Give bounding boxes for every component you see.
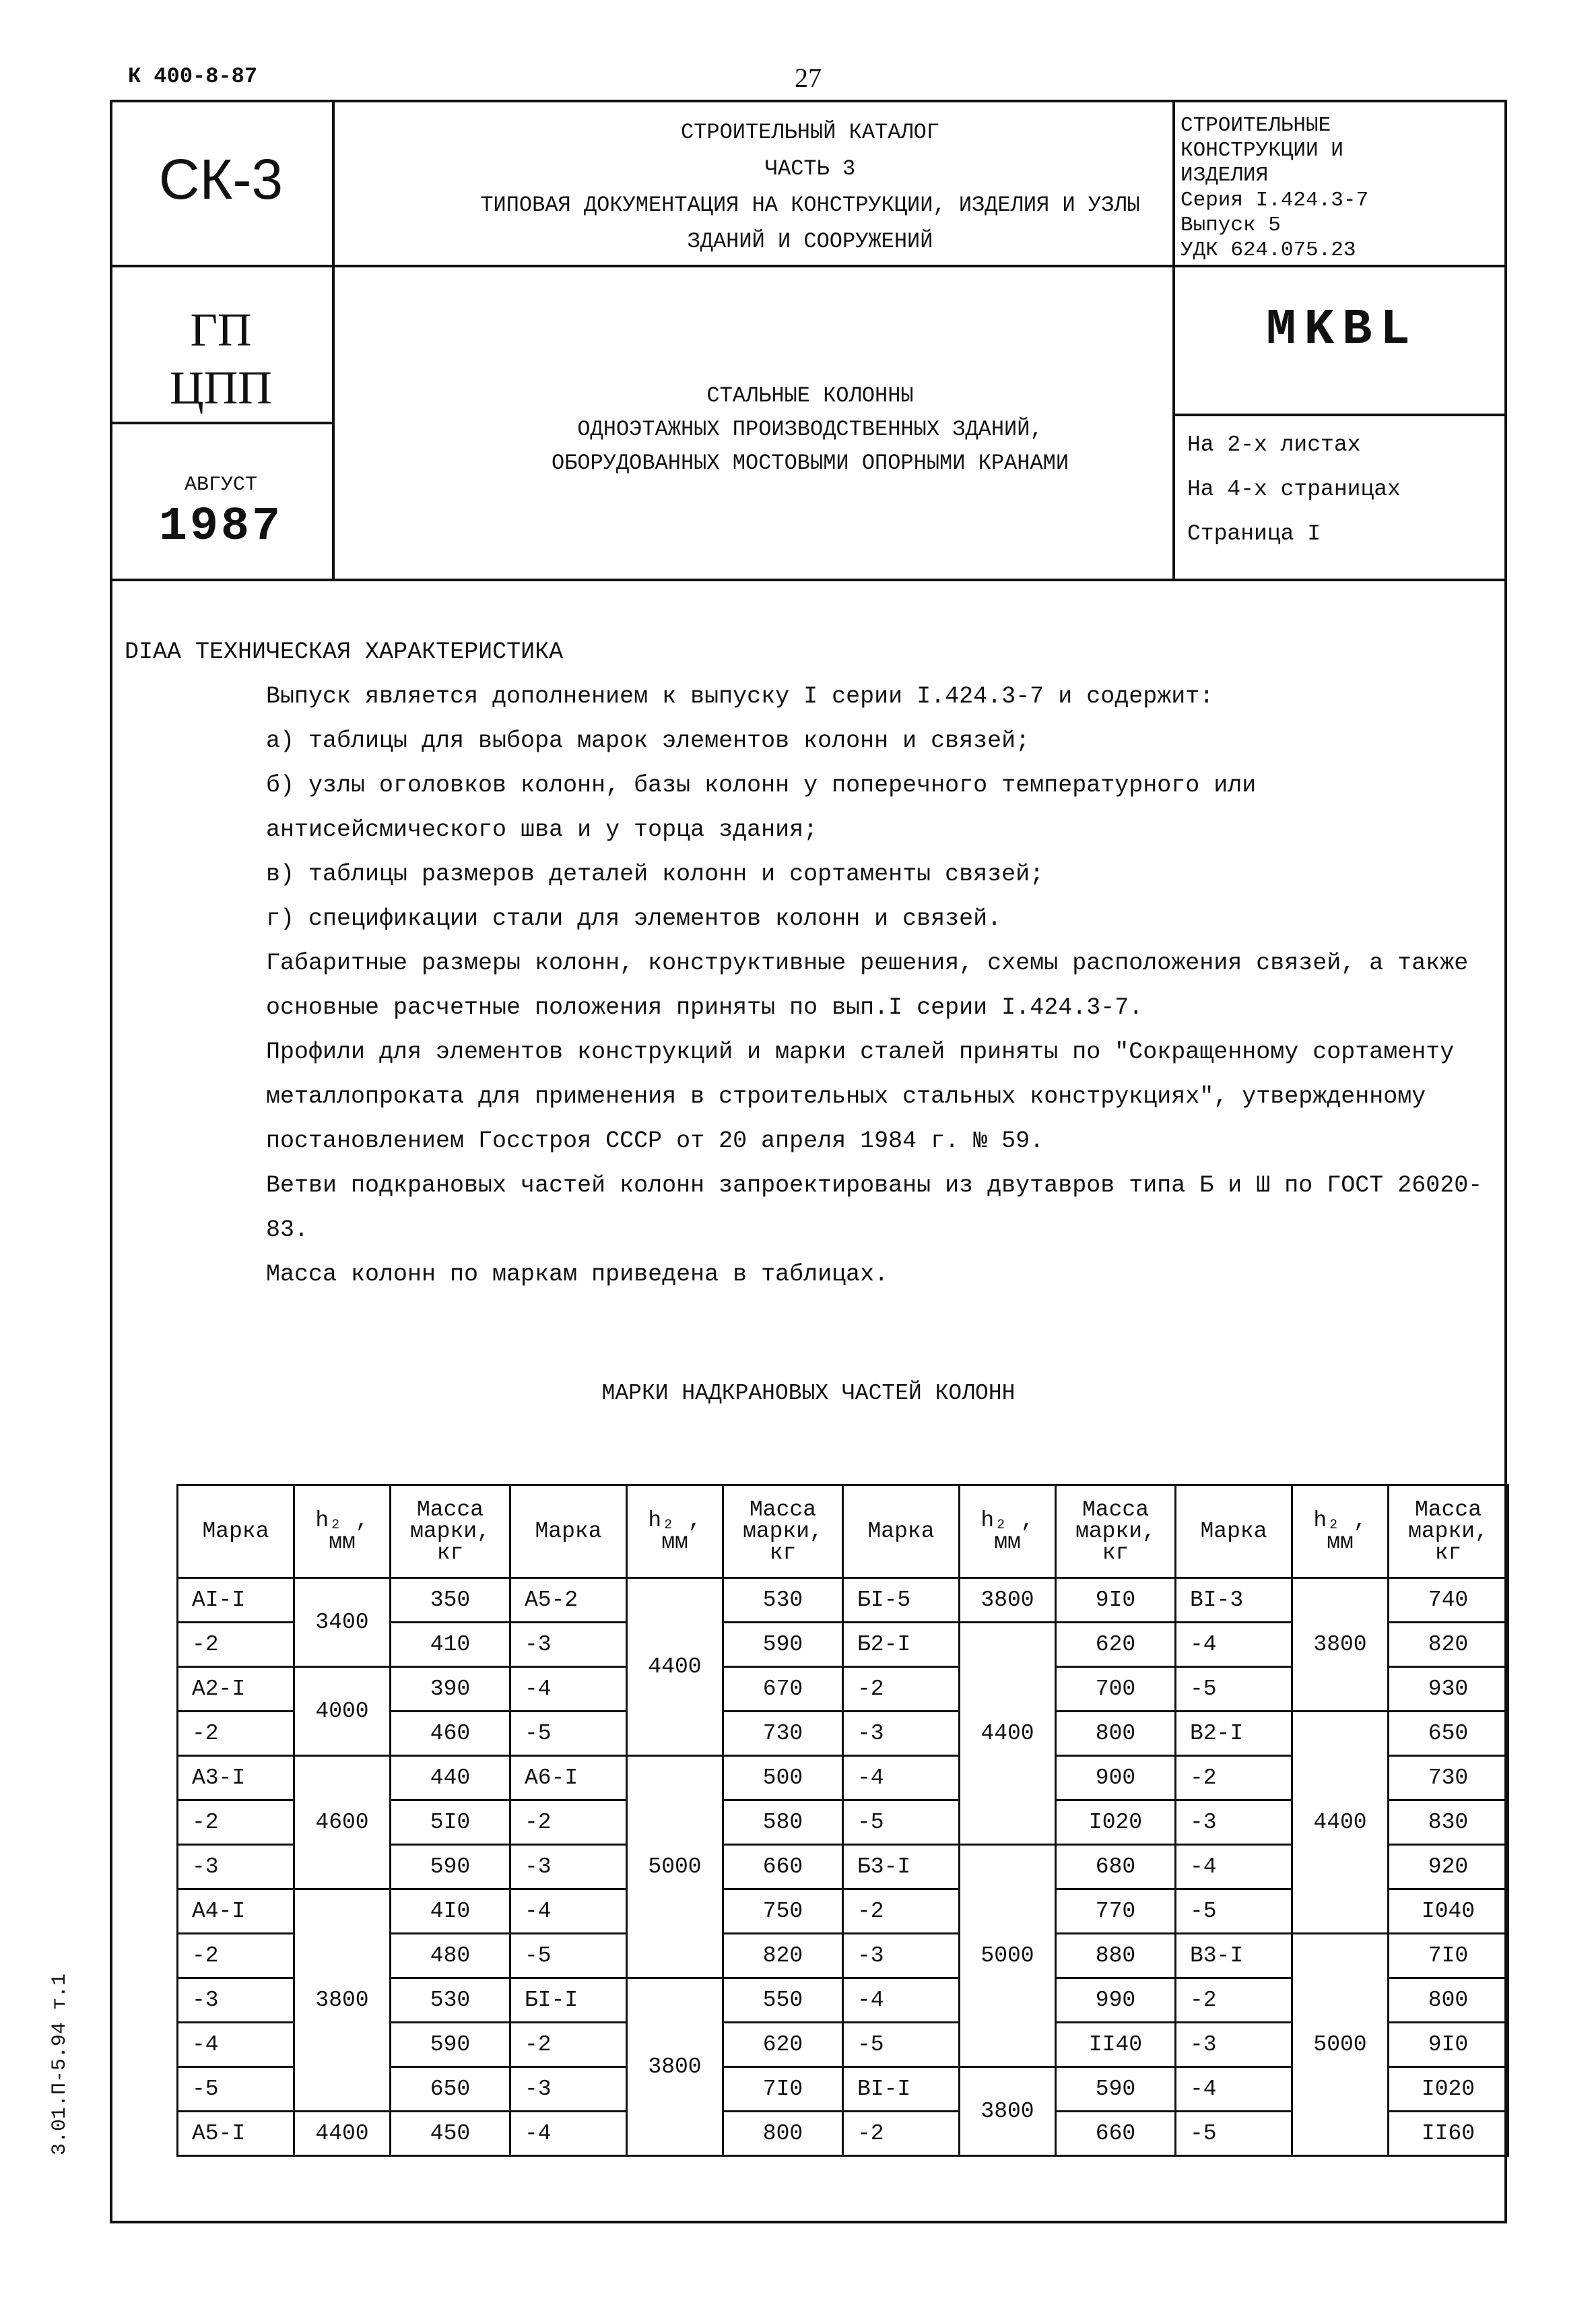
- page-number: 27: [795, 63, 822, 93]
- cell-mark: -2: [843, 1667, 960, 1712]
- cell-mass: 620: [1056, 1623, 1176, 1667]
- catalog-title: [332, 115, 1288, 260]
- series-line: СТРОИТЕЛЬНЫЕ: [1181, 114, 1331, 137]
- cell-mark: B2-I: [1176, 1712, 1292, 1756]
- cell-mass: 7I0: [1389, 1934, 1508, 1978]
- cell-mark: -4: [510, 1667, 627, 1712]
- cell-mark: -4: [510, 1889, 627, 1934]
- cell-mass: 880: [1056, 1934, 1176, 1978]
- title-block: [110, 100, 1507, 581]
- cell-mass: 620: [723, 2023, 843, 2067]
- cell-mass: 920: [1389, 1845, 1508, 1889]
- cell-height: 3800: [960, 1578, 1056, 1623]
- cell-mark: -3: [1176, 2023, 1292, 2067]
- table-title: МАРКИ НАДКРАНОВЫХ ЧАСТЕЙ КОЛОНН: [601, 1381, 1016, 1406]
- cell-mass: 730: [1389, 1756, 1508, 1800]
- header-mass-label: Масса марки,: [410, 1497, 490, 1544]
- series-line: УДК 624.075.23: [1181, 238, 1356, 262]
- cell-mass: 740: [1389, 1578, 1508, 1623]
- cell-mass: 660: [1056, 2112, 1176, 2156]
- cell-mark: -4: [178, 2023, 294, 2067]
- header-height: [1292, 1485, 1389, 1578]
- cell-mass: 830: [1389, 1800, 1508, 1845]
- cell-mass: 410: [391, 1623, 510, 1667]
- cell-mark: -4: [1176, 1623, 1292, 1667]
- header-height-label: h₂ ,: [648, 1507, 702, 1533]
- cell-mark: -5: [510, 1934, 627, 1978]
- series-line: Серия I.424.3-7: [1181, 189, 1369, 212]
- year: 1987: [158, 500, 284, 554]
- catalog-line: ЗДАНИЙ И СООРУЖЕНИЙ: [687, 229, 933, 254]
- cell-mark: -3: [510, 2067, 627, 2112]
- cell-mark: -4: [843, 1978, 960, 2023]
- cell-mass: 590: [391, 1845, 510, 1889]
- header-height: [960, 1485, 1056, 1578]
- cell-mark: BI-3: [1176, 1578, 1292, 1623]
- cell-mark: -4: [1176, 2067, 1292, 2112]
- table-header-row: [178, 1485, 1508, 1578]
- header-mark: Марка: [843, 1485, 960, 1578]
- header-mass: [391, 1485, 510, 1578]
- cell-mass: 670: [723, 1667, 843, 1712]
- series-info: [1181, 113, 1504, 263]
- cell-mark: -3: [178, 1978, 294, 2023]
- org-line: ГП: [190, 304, 252, 356]
- paragraph: Выпуск является дополнением к выпуску I серии I.424.3-7 и содержит:: [266, 683, 1214, 710]
- header-mass: [1056, 1485, 1176, 1578]
- cell-mark: -4: [510, 2112, 627, 2156]
- cell-mark: БI-5: [843, 1578, 960, 1623]
- cell-height: 4400: [1292, 1712, 1389, 1934]
- section-title: DIAA ТЕХНИЧЕСКАЯ ХАРАКТЕРИСТИКА: [125, 639, 564, 665]
- header-mass-unit: кг: [1434, 1540, 1462, 1565]
- sheet-line: На 2-х листах: [1187, 432, 1361, 457]
- cell-mark: A6-I: [510, 1756, 627, 1800]
- cell-mark: -5: [843, 1800, 960, 1845]
- cell-mark: Б3-I: [843, 1845, 960, 1889]
- header-mass-unit: кг: [1102, 1540, 1129, 1565]
- cell-mass: I040: [1389, 1889, 1508, 1934]
- technical-description: [125, 630, 1492, 1297]
- cell-mass: 990: [1056, 1978, 1176, 2023]
- cell-height: 3800: [1292, 1578, 1389, 1712]
- list-item: б) узлы оголовков колонн, базы колонн у поперечного температурного или антисейсмического шва и у торца здания;: [266, 772, 1257, 843]
- header-mass-label: Масса марки,: [1075, 1497, 1156, 1544]
- list-item: г) спецификации стали для элементов колонн и связей.: [266, 905, 1002, 932]
- cell-mass: 590: [1056, 2067, 1176, 2112]
- header-height: [627, 1485, 723, 1578]
- cell-mark: A5-2: [510, 1578, 627, 1623]
- cell-mark: -3: [178, 1845, 294, 1889]
- document-code: К 400-8-87: [128, 64, 258, 89]
- cell-mark: -4: [1176, 1845, 1292, 1889]
- header-height-label: h₂ ,: [315, 1507, 369, 1533]
- document-code-mkbl: MKBL: [1266, 302, 1418, 358]
- cell-mark: Б2-I: [843, 1623, 960, 1667]
- header-height-label: h₂ ,: [1313, 1507, 1367, 1533]
- list-item: в) таблицы размеров деталей колонн и сортаменты связей;: [266, 861, 1044, 888]
- series-line: ИЗДЕЛИЯ: [1181, 164, 1269, 187]
- cell-mass: 930: [1389, 1667, 1508, 1712]
- cell-mark: -5: [510, 1712, 627, 1756]
- month: АВГУСТ: [184, 474, 258, 496]
- cell-mark: -2: [1176, 1756, 1292, 1800]
- cell-mark: A2-I: [178, 1667, 294, 1712]
- cell-height: 5000: [960, 1845, 1056, 2067]
- header-height-unit: мм: [661, 1529, 688, 1555]
- cell-mass: 550: [723, 1978, 843, 2023]
- cell-mass: 820: [723, 1934, 843, 1978]
- cell-mass: 800: [1389, 1978, 1508, 2023]
- cell-mass: 530: [391, 1978, 510, 2023]
- cell-mass: 770: [1056, 1889, 1176, 1934]
- header-height: [294, 1485, 391, 1578]
- cell-mark: -3: [510, 1845, 627, 1889]
- cell-mass: II60: [1389, 2112, 1508, 2156]
- header-height-label: h₂ ,: [980, 1507, 1034, 1533]
- catalog-code: СК-3: [158, 148, 284, 211]
- catalog-line: ЧАСТЬ 3: [764, 156, 856, 181]
- header-mark: Марка: [178, 1485, 294, 1578]
- cell-mass: 9I0: [1389, 2023, 1508, 2067]
- cell-mark: БI-I: [510, 1978, 627, 2023]
- org-name: [110, 302, 332, 418]
- sheet-line: На 4-х страницах: [1187, 477, 1401, 502]
- cell-mass: 530: [723, 1578, 843, 1623]
- sheet-line: Страница I: [1187, 521, 1321, 546]
- cell-mark: -2: [510, 2023, 627, 2067]
- cell-mark: -2: [510, 1800, 627, 1845]
- cell-height: 4400: [294, 2112, 391, 2156]
- cell-height: 5000: [627, 1756, 723, 1978]
- cell-mass: 5I0: [391, 1800, 510, 1845]
- cell-height: 3800: [960, 2067, 1056, 2156]
- sheet-info: [1187, 423, 1401, 556]
- cell-mass: 820: [1389, 1623, 1508, 1667]
- header-mass-unit: кг: [769, 1540, 797, 1565]
- title-line: ОБОРУДОВАННЫХ МОСТОВЫМИ ОПОРНЫМИ КРАНАМИ: [551, 451, 1069, 476]
- series-line: Выпуск 5: [1181, 214, 1281, 237]
- cell-mass: I020: [1389, 2067, 1508, 2112]
- cell-height: 4400: [627, 1578, 723, 1756]
- cell-mark: -2: [843, 1889, 960, 1934]
- cell-mark: -3: [1176, 1800, 1292, 1845]
- cell-mark: -2: [843, 2112, 960, 2156]
- cell-mark: B3-I: [1176, 1934, 1292, 1978]
- header-mark: Марка: [510, 1485, 627, 1578]
- cell-mass: 9I0: [1056, 1578, 1176, 1623]
- catalog-line: ТИПОВАЯ ДОКУМЕНТАЦИЯ НА КОНСТРУКЦИИ, ИЗДЕЛИЯ И УЗЛЫ: [480, 193, 1140, 218]
- title-line: СТАЛЬНЫЕ КОЛОННЫ: [706, 383, 914, 408]
- catalog-line: СТРОИТЕЛЬНЫЙ КАТАЛОГ: [680, 120, 940, 145]
- cell-mass: 500: [723, 1756, 843, 1800]
- cell-mark: -3: [843, 1934, 960, 1978]
- paragraph: Профили для элементов конструкций и марки сталей приняты по "Сокращенному сортаменту металлопроката для применения в строительных стальных конструкциях", утвержденному постановлением Госстроя СССР от 20 апреля 1984 г. № 59.: [266, 1039, 1455, 1154]
- cell-mass: 580: [723, 1800, 843, 1845]
- cell-mark: -5: [178, 2067, 294, 2112]
- paragraph: Масса колонн по маркам приведена в таблицах.: [266, 1261, 889, 1288]
- cell-mass: 750: [723, 1889, 843, 1934]
- cell-height: 4600: [294, 1756, 391, 1889]
- header-height-unit: мм: [994, 1529, 1021, 1555]
- cell-mark: -5: [1176, 1667, 1292, 1712]
- cell-mark: -5: [1176, 1889, 1292, 1934]
- cell-mark: -3: [843, 1712, 960, 1756]
- cell-mass: 350: [391, 1578, 510, 1623]
- list-item: а) таблицы для выбора марок элементов колонн и связей;: [266, 727, 1030, 754]
- table-row: [178, 1578, 1508, 1623]
- cell-mass: 390: [391, 1667, 510, 1712]
- header-height-unit: мм: [329, 1529, 356, 1555]
- cell-mass: 730: [723, 1712, 843, 1756]
- cell-mass: 440: [391, 1756, 510, 1800]
- cell-mark: -5: [1176, 2112, 1292, 2156]
- cell-mark: -2: [178, 1712, 294, 1756]
- cell-mass: 650: [1389, 1712, 1508, 1756]
- title-line: ОДНОЭТАЖНЫХ ПРОИЗВОДСТВЕННЫХ ЗДАНИЙ,: [577, 417, 1043, 442]
- cell-mark: -4: [843, 1756, 960, 1800]
- cell-height: 4000: [294, 1667, 391, 1756]
- cell-mark: BI-I: [843, 2067, 960, 2112]
- cell-mark: -2: [178, 1623, 294, 1667]
- document-title: [332, 379, 1288, 480]
- cell-mass: 480: [391, 1934, 510, 1978]
- column-marks-table: [176, 1484, 1509, 2157]
- cell-mark: A5-I: [178, 2112, 294, 2156]
- cell-mass: 700: [1056, 1667, 1176, 1712]
- cell-mark: -2: [1176, 1978, 1292, 2023]
- cell-mass: 800: [1056, 1712, 1176, 1756]
- header-mass-label: Масса марки,: [743, 1497, 823, 1544]
- cell-mass: 4I0: [391, 1889, 510, 1934]
- paragraph: Ветви подкрановых частей колонн запроектированы из двутавров типа Б и Ш по ГОСТ 26020-83.: [266, 1172, 1483, 1243]
- cell-mass: 7I0: [723, 2067, 843, 2112]
- header-height-unit: мм: [1327, 1529, 1354, 1555]
- cell-mark: A4-I: [178, 1889, 294, 1934]
- cell-mass: 650: [391, 2067, 510, 2112]
- cell-mass: 680: [1056, 1845, 1176, 1889]
- cell-mark: -5: [843, 2023, 960, 2067]
- side-code: 3.01.П-5.94 т.1: [48, 1973, 71, 2155]
- cell-mark: A3-I: [178, 1756, 294, 1800]
- cell-mass: 450: [391, 2112, 510, 2156]
- header-mass: [1389, 1485, 1508, 1578]
- cell-mark: AI-I: [178, 1578, 294, 1623]
- cell-mass: II40: [1056, 2023, 1176, 2067]
- cell-height: 3800: [627, 1978, 723, 2156]
- cell-mass: 660: [723, 1845, 843, 1889]
- paragraph: Габаритные размеры колонн, конструктивные решения, схемы расположения связей, а также основные расчетные положения приняты по вып.I серии I.424.3-7.: [266, 950, 1469, 1021]
- cell-mark: -2: [178, 1934, 294, 1978]
- cell-mass: 590: [723, 1623, 843, 1667]
- cell-height: 4400: [960, 1623, 1056, 1845]
- series-line: КОНСТРУКЦИИ И: [1181, 139, 1343, 162]
- cell-mass: 800: [723, 2112, 843, 2156]
- cell-mark: -2: [178, 1800, 294, 1845]
- header-mark: Марка: [1176, 1485, 1292, 1578]
- cell-mass: I020: [1056, 1800, 1176, 1845]
- header-mass-label: Масса марки,: [1408, 1497, 1488, 1544]
- header-mass: [723, 1485, 843, 1578]
- cell-mass: 460: [391, 1712, 510, 1756]
- cell-mass: 900: [1056, 1756, 1176, 1800]
- header-mass-unit: кг: [436, 1540, 464, 1565]
- cell-height: 3400: [294, 1578, 391, 1667]
- cell-mass: 590: [391, 2023, 510, 2067]
- cell-mark: -3: [510, 1623, 627, 1667]
- org-line: ЦПП: [170, 362, 272, 414]
- cell-height: 5000: [1292, 1934, 1389, 2156]
- cell-height: 3800: [294, 1889, 391, 2112]
